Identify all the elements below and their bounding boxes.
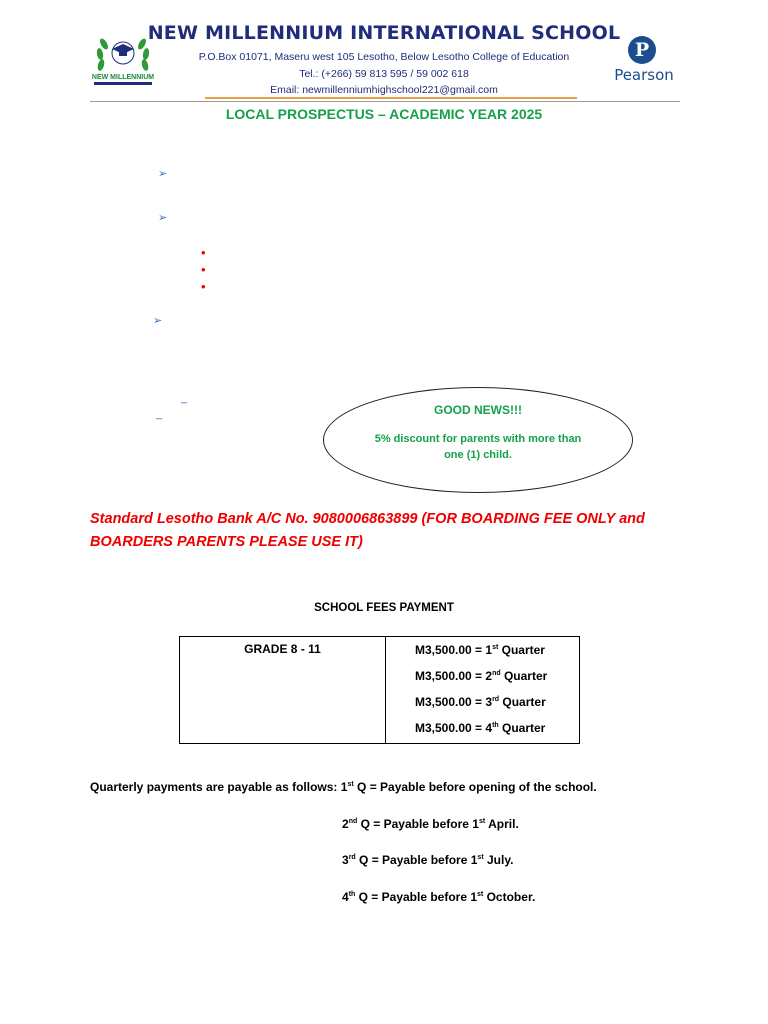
fee-row: M3,500.00 = 1st Quarter xyxy=(415,643,545,657)
logo-text: NEW MILLENNIUM xyxy=(91,74,155,81)
fee-row: M3,500.00 = 3rd Quarter xyxy=(415,695,546,709)
bank-account-notice: Standard Lesotho Bank A/C No. 9080006863899 (FOR BOARDING FEE ONLY and BOARDERS PARENTS PLEASE USE IT) xyxy=(90,511,645,550)
school-address: P.O.Box 01071, Maseru west 105 Lesotho, Below Lesotho College of Education xyxy=(198,51,570,63)
school-name: NEW MILLENNIUM INTERNATIONAL SCHOOL xyxy=(147,22,621,44)
announcement-heading: GOOD NEWS!!! xyxy=(434,403,522,417)
header-divider-grey xyxy=(90,101,680,102)
payment-schedule-line: Quarterly payments are payable as follows: 1st Q = Payable before opening of the school. xyxy=(90,780,597,794)
grade-cell: GRADE 8 - 11 xyxy=(180,637,386,744)
arrow-bullet-icon: ➢ xyxy=(158,212,168,224)
school-telephone: Tel.: (+266) 59 813 595 / 59 002 618 xyxy=(299,68,469,80)
payment-schedule-line: 4th Q = Payable before 1st October. xyxy=(342,890,536,904)
school-email: Email: newmillenniumhighschool221@gmail.com xyxy=(270,84,498,96)
fees-amounts-cell xyxy=(386,637,580,744)
fees-table xyxy=(179,636,580,744)
arrow-bullet-icon: ➢ xyxy=(153,315,163,327)
document-title: LOCAL PROSPECTUS – ACADEMIC YEAR 2025 xyxy=(225,106,543,122)
fee-row: M3,500.00 = 2nd Quarter xyxy=(415,669,548,683)
dash-mark: _ xyxy=(156,408,163,420)
red-bullet-icon: • xyxy=(201,262,206,277)
pearson-logo-icon: P xyxy=(628,36,656,64)
fee-row: M3,500.00 = 4th Quarter xyxy=(415,721,546,735)
payment-schedule-line: 3rd Q = Payable before 1st July. xyxy=(342,853,514,867)
pearson-logo-text: Pearson xyxy=(614,66,674,84)
announcement-text: 5% discount for parents with more than one (1) child. xyxy=(374,433,582,461)
red-bullet-icon: • xyxy=(201,279,206,294)
arrow-bullet-icon: ➢ xyxy=(158,168,168,180)
fees-heading: SCHOOL FEES PAYMENT xyxy=(314,602,454,614)
red-bullet-icon: • xyxy=(201,245,206,260)
dash-mark: _ xyxy=(181,392,188,404)
header-divider-orange xyxy=(205,97,577,99)
payment-schedule-line: 2nd Q = Payable before 1st April. xyxy=(342,817,519,831)
